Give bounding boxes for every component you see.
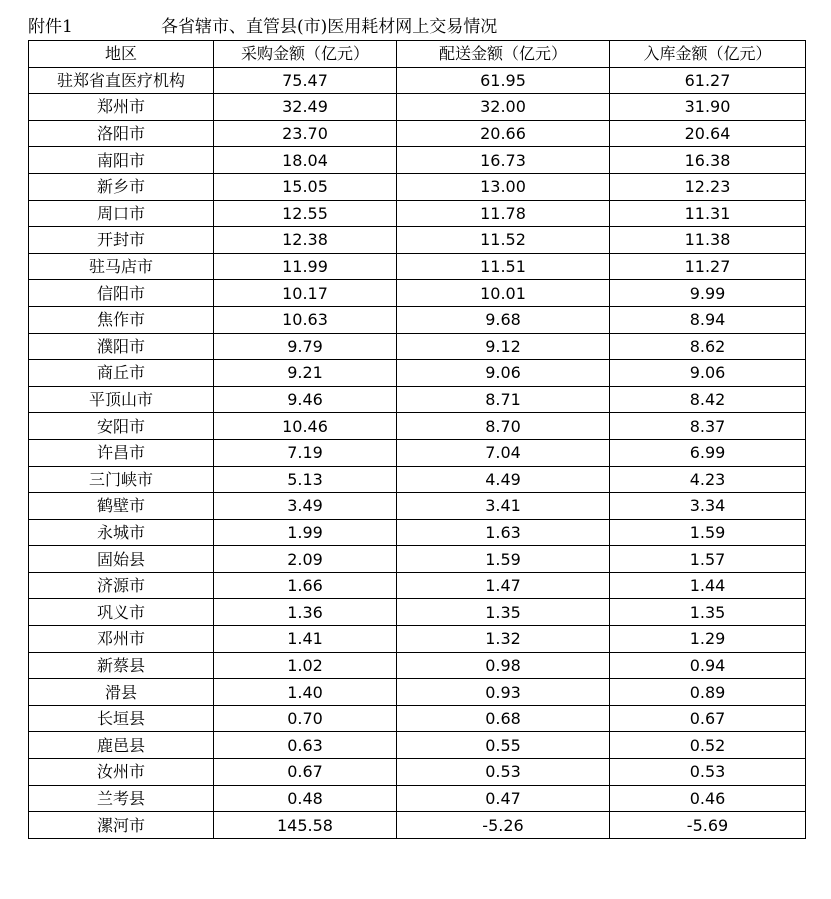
delivery-amount-cell: 9.06 bbox=[397, 360, 610, 387]
column-header-purchase: 采购金额（亿元） bbox=[214, 41, 397, 68]
delivery-amount-cell: 0.53 bbox=[397, 759, 610, 786]
table-body bbox=[29, 67, 806, 838]
region-cell: 长垣县 bbox=[29, 705, 214, 732]
purchase-amount-cell: 1.99 bbox=[214, 519, 397, 546]
purchase-amount-cell: 15.05 bbox=[214, 173, 397, 200]
delivery-amount-cell: 1.35 bbox=[397, 599, 610, 626]
storage-amount-cell: 0.94 bbox=[610, 652, 806, 679]
purchase-amount-cell: 10.63 bbox=[214, 306, 397, 333]
storage-amount-cell: 1.59 bbox=[610, 519, 806, 546]
region-cell: 永城市 bbox=[29, 519, 214, 546]
delivery-amount-cell: 7.04 bbox=[397, 439, 610, 466]
table-row bbox=[29, 546, 806, 573]
table-header-row bbox=[29, 41, 806, 68]
purchase-amount-cell: 2.09 bbox=[214, 546, 397, 573]
storage-amount-cell: -5.69 bbox=[610, 812, 806, 839]
region-cell: 信阳市 bbox=[29, 280, 214, 307]
storage-amount-cell: 8.37 bbox=[610, 413, 806, 440]
purchase-amount-cell: 23.70 bbox=[214, 120, 397, 147]
table-row bbox=[29, 227, 806, 254]
region-cell: 周口市 bbox=[29, 200, 214, 227]
region-cell: 汝州市 bbox=[29, 759, 214, 786]
table-row bbox=[29, 253, 806, 280]
purchase-amount-cell: 12.38 bbox=[214, 227, 397, 254]
table-row bbox=[29, 599, 806, 626]
delivery-amount-cell: 0.55 bbox=[397, 732, 610, 759]
table-row bbox=[29, 519, 806, 546]
region-cell: 固始县 bbox=[29, 546, 214, 573]
delivery-amount-cell: -5.26 bbox=[397, 812, 610, 839]
storage-amount-cell: 1.29 bbox=[610, 626, 806, 653]
region-cell: 鹿邑县 bbox=[29, 732, 214, 759]
purchase-amount-cell: 0.67 bbox=[214, 759, 397, 786]
storage-amount-cell: 0.52 bbox=[610, 732, 806, 759]
region-cell: 许昌市 bbox=[29, 439, 214, 466]
delivery-amount-cell: 11.52 bbox=[397, 227, 610, 254]
storage-amount-cell: 0.53 bbox=[610, 759, 806, 786]
delivery-amount-cell: 20.66 bbox=[397, 120, 610, 147]
storage-amount-cell: 11.27 bbox=[610, 253, 806, 280]
storage-amount-cell: 1.44 bbox=[610, 572, 806, 599]
storage-amount-cell: 8.42 bbox=[610, 386, 806, 413]
purchase-amount-cell: 5.13 bbox=[214, 466, 397, 493]
region-cell: 巩义市 bbox=[29, 599, 214, 626]
delivery-amount-cell: 16.73 bbox=[397, 147, 610, 174]
delivery-amount-cell: 3.41 bbox=[397, 493, 610, 520]
delivery-amount-cell: 11.51 bbox=[397, 253, 610, 280]
purchase-amount-cell: 32.49 bbox=[214, 94, 397, 121]
table-row bbox=[29, 120, 806, 147]
table-row bbox=[29, 705, 806, 732]
purchase-amount-cell: 1.41 bbox=[214, 626, 397, 653]
delivery-amount-cell: 9.68 bbox=[397, 306, 610, 333]
purchase-amount-cell: 7.19 bbox=[214, 439, 397, 466]
region-cell: 鹤壁市 bbox=[29, 493, 214, 520]
delivery-amount-cell: 9.12 bbox=[397, 333, 610, 360]
table-row bbox=[29, 200, 806, 227]
purchase-amount-cell: 12.55 bbox=[214, 200, 397, 227]
storage-amount-cell: 9.06 bbox=[610, 360, 806, 387]
delivery-amount-cell: 1.32 bbox=[397, 626, 610, 653]
region-cell: 驻郑省直医疗机构 bbox=[29, 67, 214, 94]
document-title: 各省辖市、直管县(市)医用耗材网上交易情况 bbox=[161, 17, 498, 37]
delivery-amount-cell: 4.49 bbox=[397, 466, 610, 493]
region-cell: 漯河市 bbox=[29, 812, 214, 839]
delivery-amount-cell: 10.01 bbox=[397, 280, 610, 307]
table-row bbox=[29, 67, 806, 94]
region-cell: 郑州市 bbox=[29, 94, 214, 121]
region-cell: 三门峡市 bbox=[29, 466, 214, 493]
table-row bbox=[29, 626, 806, 653]
region-cell: 洛阳市 bbox=[29, 120, 214, 147]
storage-amount-cell: 4.23 bbox=[610, 466, 806, 493]
region-cell: 滑县 bbox=[29, 679, 214, 706]
storage-amount-cell: 12.23 bbox=[610, 173, 806, 200]
purchase-amount-cell: 0.48 bbox=[214, 785, 397, 812]
table-row bbox=[29, 360, 806, 387]
table-row bbox=[29, 280, 806, 307]
storage-amount-cell: 8.62 bbox=[610, 333, 806, 360]
table-row bbox=[29, 386, 806, 413]
storage-amount-cell: 16.38 bbox=[610, 147, 806, 174]
purchase-amount-cell: 9.46 bbox=[214, 386, 397, 413]
storage-amount-cell: 0.46 bbox=[610, 785, 806, 812]
purchase-amount-cell: 1.02 bbox=[214, 652, 397, 679]
purchase-amount-cell: 1.36 bbox=[214, 599, 397, 626]
transaction-table bbox=[28, 40, 806, 839]
title-row bbox=[28, 10, 808, 38]
storage-amount-cell: 0.89 bbox=[610, 679, 806, 706]
region-cell: 济源市 bbox=[29, 572, 214, 599]
delivery-amount-cell: 1.47 bbox=[397, 572, 610, 599]
purchase-amount-cell: 145.58 bbox=[214, 812, 397, 839]
table-row bbox=[29, 333, 806, 360]
delivery-amount-cell: 13.00 bbox=[397, 173, 610, 200]
table-row bbox=[29, 759, 806, 786]
region-cell: 平顶山市 bbox=[29, 386, 214, 413]
delivery-amount-cell: 61.95 bbox=[397, 67, 610, 94]
region-cell: 新乡市 bbox=[29, 173, 214, 200]
table-row bbox=[29, 652, 806, 679]
table-row bbox=[29, 812, 806, 839]
storage-amount-cell: 1.57 bbox=[610, 546, 806, 573]
storage-amount-cell: 1.35 bbox=[610, 599, 806, 626]
purchase-amount-cell: 0.70 bbox=[214, 705, 397, 732]
delivery-amount-cell: 0.68 bbox=[397, 705, 610, 732]
region-cell: 兰考县 bbox=[29, 785, 214, 812]
region-cell: 濮阳市 bbox=[29, 333, 214, 360]
purchase-amount-cell: 3.49 bbox=[214, 493, 397, 520]
table-row bbox=[29, 439, 806, 466]
delivery-amount-cell: 0.47 bbox=[397, 785, 610, 812]
storage-amount-cell: 6.99 bbox=[610, 439, 806, 466]
delivery-amount-cell: 1.63 bbox=[397, 519, 610, 546]
delivery-amount-cell: 8.70 bbox=[397, 413, 610, 440]
purchase-amount-cell: 10.17 bbox=[214, 280, 397, 307]
storage-amount-cell: 61.27 bbox=[610, 67, 806, 94]
storage-amount-cell: 11.38 bbox=[610, 227, 806, 254]
table-row bbox=[29, 679, 806, 706]
attachment-label: 附件1 bbox=[28, 17, 73, 37]
region-cell: 驻马店市 bbox=[29, 253, 214, 280]
delivery-amount-cell: 11.78 bbox=[397, 200, 610, 227]
region-cell: 开封市 bbox=[29, 227, 214, 254]
region-cell: 邓州市 bbox=[29, 626, 214, 653]
table-row bbox=[29, 785, 806, 812]
region-cell: 安阳市 bbox=[29, 413, 214, 440]
purchase-amount-cell: 1.66 bbox=[214, 572, 397, 599]
table-row bbox=[29, 572, 806, 599]
table-row bbox=[29, 306, 806, 333]
delivery-amount-cell: 32.00 bbox=[397, 94, 610, 121]
column-header-storage: 入库金额（亿元） bbox=[610, 41, 806, 68]
purchase-amount-cell: 1.40 bbox=[214, 679, 397, 706]
delivery-amount-cell: 0.93 bbox=[397, 679, 610, 706]
table-row bbox=[29, 173, 806, 200]
column-header-region: 地区 bbox=[29, 41, 214, 68]
storage-amount-cell: 0.67 bbox=[610, 705, 806, 732]
purchase-amount-cell: 9.79 bbox=[214, 333, 397, 360]
table-row bbox=[29, 732, 806, 759]
delivery-amount-cell: 8.71 bbox=[397, 386, 610, 413]
table-row bbox=[29, 493, 806, 520]
table-row bbox=[29, 147, 806, 174]
purchase-amount-cell: 18.04 bbox=[214, 147, 397, 174]
purchase-amount-cell: 10.46 bbox=[214, 413, 397, 440]
storage-amount-cell: 3.34 bbox=[610, 493, 806, 520]
region-cell: 南阳市 bbox=[29, 147, 214, 174]
delivery-amount-cell: 1.59 bbox=[397, 546, 610, 573]
storage-amount-cell: 8.94 bbox=[610, 306, 806, 333]
region-cell: 新蔡县 bbox=[29, 652, 214, 679]
storage-amount-cell: 20.64 bbox=[610, 120, 806, 147]
purchase-amount-cell: 11.99 bbox=[214, 253, 397, 280]
purchase-amount-cell: 75.47 bbox=[214, 67, 397, 94]
table-row bbox=[29, 466, 806, 493]
table-row bbox=[29, 94, 806, 121]
purchase-amount-cell: 9.21 bbox=[214, 360, 397, 387]
storage-amount-cell: 11.31 bbox=[610, 200, 806, 227]
region-cell: 焦作市 bbox=[29, 306, 214, 333]
storage-amount-cell: 9.99 bbox=[610, 280, 806, 307]
storage-amount-cell: 31.90 bbox=[610, 94, 806, 121]
column-header-delivery: 配送金额（亿元） bbox=[397, 41, 610, 68]
region-cell: 商丘市 bbox=[29, 360, 214, 387]
table-row bbox=[29, 413, 806, 440]
purchase-amount-cell: 0.63 bbox=[214, 732, 397, 759]
delivery-amount-cell: 0.98 bbox=[397, 652, 610, 679]
